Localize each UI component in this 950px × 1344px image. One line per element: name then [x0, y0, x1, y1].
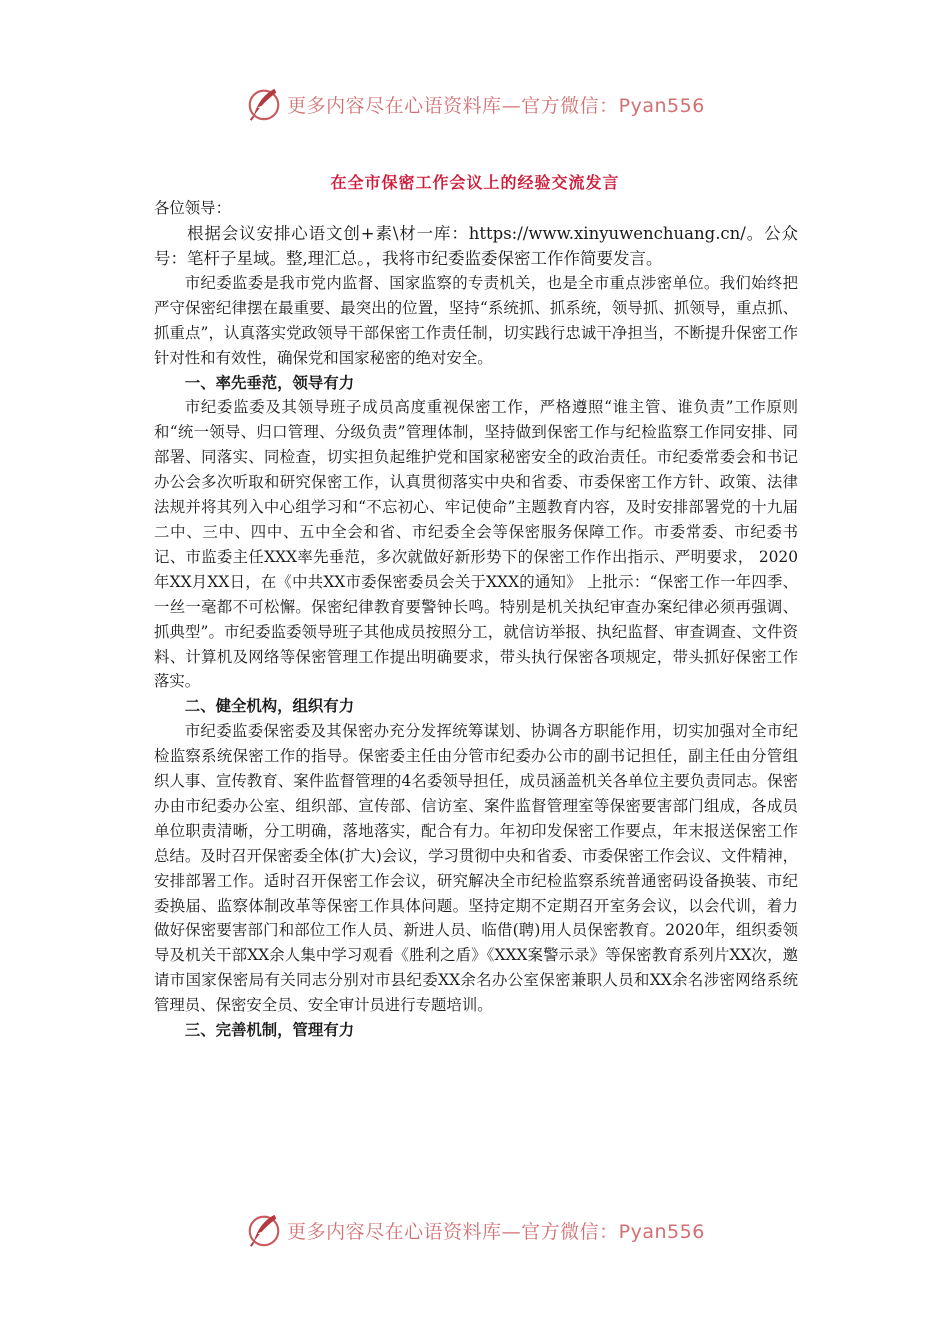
- banner-text: [287, 91, 705, 118]
- document-body: [154, 196, 798, 1043]
- paragraph: 市纪委监委是我市党内监督、国家监察的专责机关，也是全市重点涉密单位。我们始终把严守保密纪律摆在最重要、最突出的位置，坚持“系统抓、抓系统，领导抓、抓领导，重点抓、抓重点”，认真落实党政领导干部保密工作责任制，切实践行忠诚干净担当，不断提升保密工作针对性和有效性，确保党和国家秘密的绝对安全。: [154, 273, 798, 367]
- footer-banner: [0, 1210, 950, 1250]
- paragraph: 市纪委监委及其领导班子成员高度重视保密工作，严格遵照“谁主管、谁负责”工作原则和“统一领导、归口管理、分级负责”管理体制，坚持做到保密工作与纪检监察工作同安排、同部署、同落实、同检查，切实担负起维护党和国家秘密安全的政治责任。市纪委常委会和书记办公会多次听取和研究保密工作，认真贯彻落实中央和省委、市委保密工作方针、政策、法律法规并将其列入中心组学习和“不忘初心、牢记使命”主题教育内容，及时安排部署党的十九届二中、三中、四中、五中全会和省、市纪委全会等保密服务保障工作。市委常委、市纪委书记、市监委主任XXX率先垂范，多次就做好新形势下的保密工作作出指示、严明要求， 2020年XX月XX日，在《中共XX市委保密委员会关于XXX的通知》 上批示：“保密工作一年四季、一丝一毫都不可松懈。保密纪律教育要警钟长鸣。特别是机关执纪审查办案纪律必须再强调、抓典型”。市纪委监委领导班子其他成员按照分工，就信访举报、执纪监督、审查调查、文件资料、计算机及网络等保密管理工作提出明确要求，带头执行保密各项规定，带头抓好保密工作落实。: [154, 398, 798, 691]
- paragraph: 市纪委监委保密委及其保密办充分发挥统筹谋划、协调各方职能作用，切实加强对全市纪检监察系统保密工作的指导。保密委主任由分管市纪委办公市的副书记担任，副主任由分管组织人事、宣传教育、案件监督管理的4名委领导担任，成员涵盖机关各单位主要负责同志。保密办由市纪委办公室、组织部、宣传部、信访室、案件监督管理室等保密要害部门组成，各成员单位职责清晰，分工明确，落地落实，配合有力。年初印发保密工作要点，年末报送保密工作总结。及时召开保密委全体(扩大)会议，学习贯彻中央和省委、市委保密工作会议、文件精神，安排部署工作。适时召开保密工作会议，研究解决全市纪检监察系统普通密码设备换装、市纪委换届、监察体制改革等保密工作具体问题。坚持定期不定期召开室务会议，以会代训，着力做好保密要害部门和部位工作人员、新进人员、临借(聘)用人员保密教育。2020年，组织委领导及机关干部XX余人集中学习观看《胜利之盾》《XXX案警示录》等保密教育系列片XX次，邀请市国家保密局有关同志分别对市县纪委XX余名办公室保密兼职人员和XX余名涉密网络系统管理员、保密安全员、安全审计员进行专题培训。: [154, 722, 798, 1015]
- banner-wechat-id: Pyan556: [618, 94, 705, 117]
- header-banner: [0, 84, 950, 124]
- salutation: 各位领导：: [154, 199, 231, 217]
- section-heading: 三、完善机制，管理有力: [184, 1021, 355, 1040]
- section-heading: 二、健全机构，组织有力: [184, 697, 355, 716]
- banner-text-cn: 更多内容尽在心语资料库—官方微信：: [287, 1220, 619, 1243]
- banner-wechat-id: Pyan556: [618, 1220, 705, 1243]
- document-title: 在全市保密工作会议上的经验交流发言: [330, 173, 620, 192]
- intro-paragraph: 根据会议安排心语文创+素\材一库：https://www.xinyuwenchuang.cn/。公众号：笔杆子星域。整,理汇总。，我将市纪委监委保密工作作简要发言。: [154, 223, 798, 268]
- quill-pen-logo-icon: [245, 1211, 283, 1249]
- banner-text: [287, 1217, 705, 1244]
- quill-pen-logo-icon: [245, 85, 283, 123]
- section-heading: 一、率先垂范，领导有力: [184, 373, 355, 392]
- banner-text-cn: 更多内容尽在心语资料库—官方微信：: [287, 94, 619, 117]
